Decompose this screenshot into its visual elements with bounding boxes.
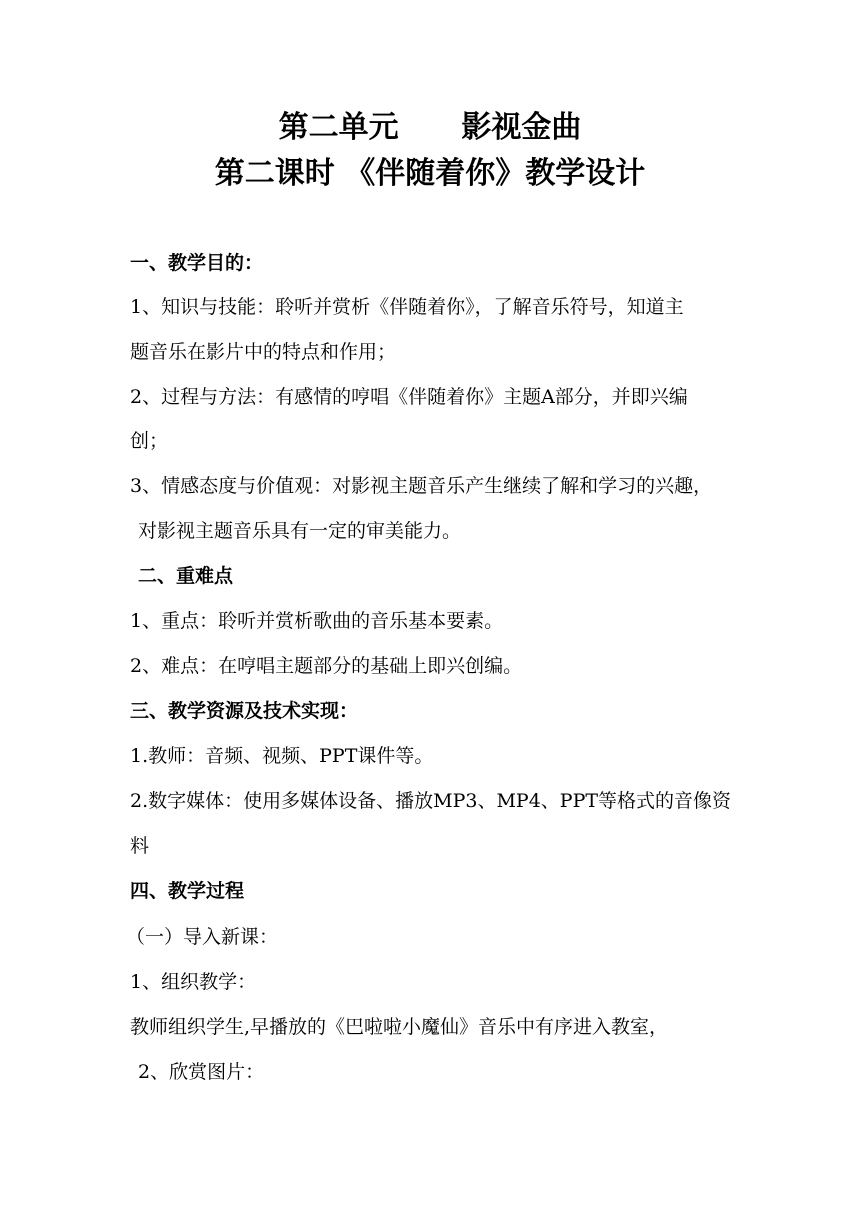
key-point-2: 2、难点：在哼唱主题部分的基础上即兴创编。 (130, 655, 523, 677)
objective-2-line-1: 2、过程与方法：有感情的哼唱《伴随着你》主题A部分，并即兴编 (130, 386, 688, 408)
objective-3-line-1: 3、情感态度与价值观：对影视主题音乐产生继续了解和学习的兴趣， (130, 475, 713, 497)
unit-title: 第二单元 影视金曲 (278, 110, 582, 145)
key-point-1: 1、重点：聆听并赏析歌曲的音乐基本要素。 (130, 610, 504, 632)
resource-media-line-2: 料 (130, 835, 150, 857)
resource-teacher: 1.教师：音频、视频、PPT课件等。 (130, 745, 434, 767)
objective-1-line-1: 1、知识与技能：聆听并赏析《伴随着你》，了解音乐符号，知道主 (130, 296, 684, 318)
section-heading-key-points: 二、重难点 (138, 565, 234, 587)
subsection-intro: （一）导入新课： (126, 926, 279, 948)
section-heading-objectives: 一、教学目的： (130, 252, 264, 274)
step-view-pictures: 2、欣赏图片： (138, 1061, 265, 1083)
step-organize: 1、组织教学： (130, 971, 257, 993)
objective-2-line-2: 创； (130, 430, 169, 452)
section-heading-process: 四、教学过程 (130, 880, 245, 902)
resource-media-line-1: 2.数字媒体：使用多媒体设备、播放MP3、MP4、PPT等格式的音像资 (130, 790, 732, 812)
lesson-title: 第二课时 《伴随着你》教学设计 (214, 156, 646, 191)
section-heading-resources: 三、教学资源及技术实现： (130, 700, 359, 722)
objective-3-line-2: 对影视主题音乐具有一定的审美能力。 (138, 520, 462, 542)
objective-1-line-2: 题音乐在影片中的特点和作用； (130, 341, 397, 363)
step-organize-detail: 教师组织学生,早播放的《巴啦啦小魔仙》音乐中有序进入教室， (130, 1016, 669, 1038)
